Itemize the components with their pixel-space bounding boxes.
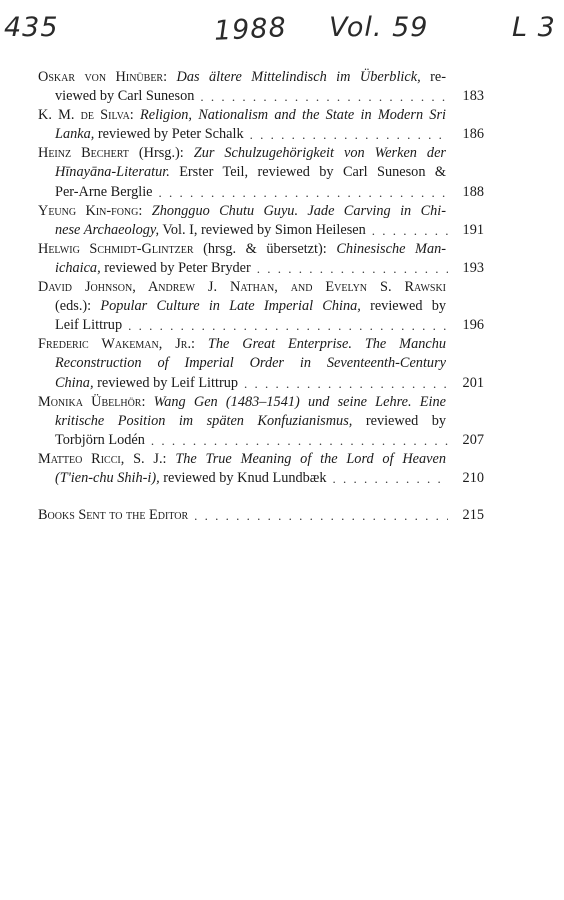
author-name: Helwig Schmidt-Glintzer [38, 240, 194, 257]
handwritten-code: L 3 [512, 12, 556, 43]
dot-leader [159, 183, 448, 202]
toc-entry [38, 335, 484, 392]
page-number: 207 [462, 431, 484, 448]
work-title: Chinesische Man- [336, 240, 446, 257]
toc-entry [38, 144, 484, 201]
dot-leader [244, 374, 448, 393]
books-sent-entry [38, 506, 484, 525]
work-title: nese Archaeology, [55, 221, 160, 238]
author-name: Heinz Bechert [38, 145, 129, 162]
toc-line [38, 431, 484, 450]
work-title: ichaica, [55, 259, 101, 276]
dot-leader [332, 469, 448, 488]
dot-leader [128, 316, 448, 335]
entry-text: reviewed by [352, 412, 446, 429]
page-number: 191 [462, 221, 484, 238]
work-title: The True Meaning of the Lord of Heaven [175, 450, 447, 467]
author-name: Monika Übelhör: [38, 393, 146, 410]
work-title: Das ältere Mittelindisch im Überblick, [176, 69, 421, 85]
toc-entry [38, 106, 484, 144]
entry-text: Per-Arne Berglie [55, 183, 153, 200]
toc-line [38, 163, 484, 182]
work-title: Wang Gen (1483–1541) und seine Lehre. Eine [153, 393, 446, 410]
author-name: Oskar von Hinüber: [38, 69, 168, 85]
toc-line [38, 202, 484, 221]
work-title: Hīnayāna-Literatur. [55, 164, 170, 181]
page-number: 186 [462, 126, 484, 143]
work-title: Popular Culture in Late Imperial China, [100, 298, 361, 315]
handwritten-year: 1988 [213, 12, 288, 47]
handwritten-volume: Vol. 59 [329, 12, 429, 43]
toc-line [38, 278, 484, 297]
toc-line [38, 259, 484, 278]
handwritten-annotations [0, 6, 564, 52]
toc-line [38, 125, 484, 144]
page-number: 215 [462, 507, 484, 524]
page-number: 193 [462, 259, 484, 276]
toc-line [38, 183, 484, 202]
work-title: Religion, Nationalism and the State in Modern Sri [139, 107, 446, 124]
toc-line [38, 68, 484, 87]
entry-text: (eds.): [55, 298, 101, 315]
author-name: Frederic Wakeman, Jr.: [38, 336, 196, 353]
entry-text [145, 394, 153, 410]
entry-text: reviewed by Knud Lundbæk [159, 469, 327, 486]
author-name: David Johnson, Andrew J. Nathan, and Evelyn S. Rawski [38, 279, 446, 296]
page-number: 188 [462, 183, 484, 200]
entry-text: reviewed by Leif Littrup [93, 374, 239, 391]
author-name: Yeung Kin-fong: [38, 202, 143, 219]
toc-line [38, 106, 484, 125]
entry-text: Erster Teil, reviewed by Carl Suneson & [169, 164, 446, 181]
entry-text: reviewed by [360, 298, 446, 315]
entry-text: Torbjörn Lodén [55, 431, 145, 448]
dot-leader [194, 506, 448, 525]
toc-line [38, 374, 484, 393]
toc-line [38, 354, 484, 373]
toc-line [38, 87, 484, 106]
toc-line [38, 144, 484, 163]
page-number: 201 [462, 374, 484, 391]
work-title: Zhongguo Chutu Guyu. Jade Carving in Chi- [151, 202, 447, 219]
entry-text [195, 336, 208, 352]
toc-line [38, 393, 484, 412]
entry-text: (hrsg. & übersetzt): [193, 240, 337, 257]
entry-text: (Hrsg.): [128, 145, 194, 162]
work-title: kritische Position im späten Konfuzianismus, [55, 412, 353, 429]
page-number: 210 [462, 469, 484, 486]
dot-leader [250, 125, 448, 144]
toc-line [38, 450, 484, 469]
page-number: 196 [462, 317, 484, 334]
books-sent-label: Books Sent to the Editor [38, 507, 189, 524]
work-title: Zur Schulzugehörigkeit von Werken der [193, 145, 446, 162]
dot-leader [151, 431, 448, 450]
toc-entry [38, 393, 484, 450]
toc-entry [38, 68, 484, 106]
entry-text: reviewed by Peter Bryder [100, 259, 251, 276]
toc-entry [38, 202, 484, 240]
work-title: China, [55, 374, 94, 391]
work-title: (T'ien-chu Shih-i), [55, 469, 160, 486]
table-of-contents [38, 68, 484, 525]
toc-entry [38, 450, 484, 488]
entry-text [142, 203, 151, 219]
toc-line [38, 240, 484, 259]
toc-entry [38, 278, 484, 335]
toc-entry [38, 240, 484, 278]
entry-text: re- [420, 69, 446, 85]
toc-line [38, 335, 484, 354]
dot-leader [257, 259, 448, 278]
author-name: K. M. de Silva: [38, 107, 134, 124]
entry-text [167, 451, 176, 467]
toc-line [38, 297, 484, 316]
handwritten-number: 435 [4, 12, 59, 43]
entry-text: Leif Littrup [55, 317, 123, 334]
toc-line [38, 221, 484, 240]
work-title: Reconstruction of Imperial Order in Seventeenth-Century [55, 355, 446, 372]
dot-leader [200, 87, 448, 106]
toc-line [38, 412, 484, 431]
entry-text: Vol. I, reviewed by Simon Heilesen [159, 221, 366, 238]
toc-line [38, 316, 484, 335]
dot-leader [372, 221, 448, 240]
page-number: 183 [462, 88, 484, 105]
work-title: Lanka, [55, 126, 95, 143]
toc-line [38, 469, 484, 488]
entry-text: reviewed by Peter Schalk [94, 126, 244, 143]
entry-text: viewed by Carl Suneson [55, 88, 195, 105]
work-title: The Great Enterprise. The Manchu [207, 336, 447, 353]
author-name: Matteo Ricci, S. J.: [38, 450, 167, 467]
entry-text [167, 69, 176, 85]
